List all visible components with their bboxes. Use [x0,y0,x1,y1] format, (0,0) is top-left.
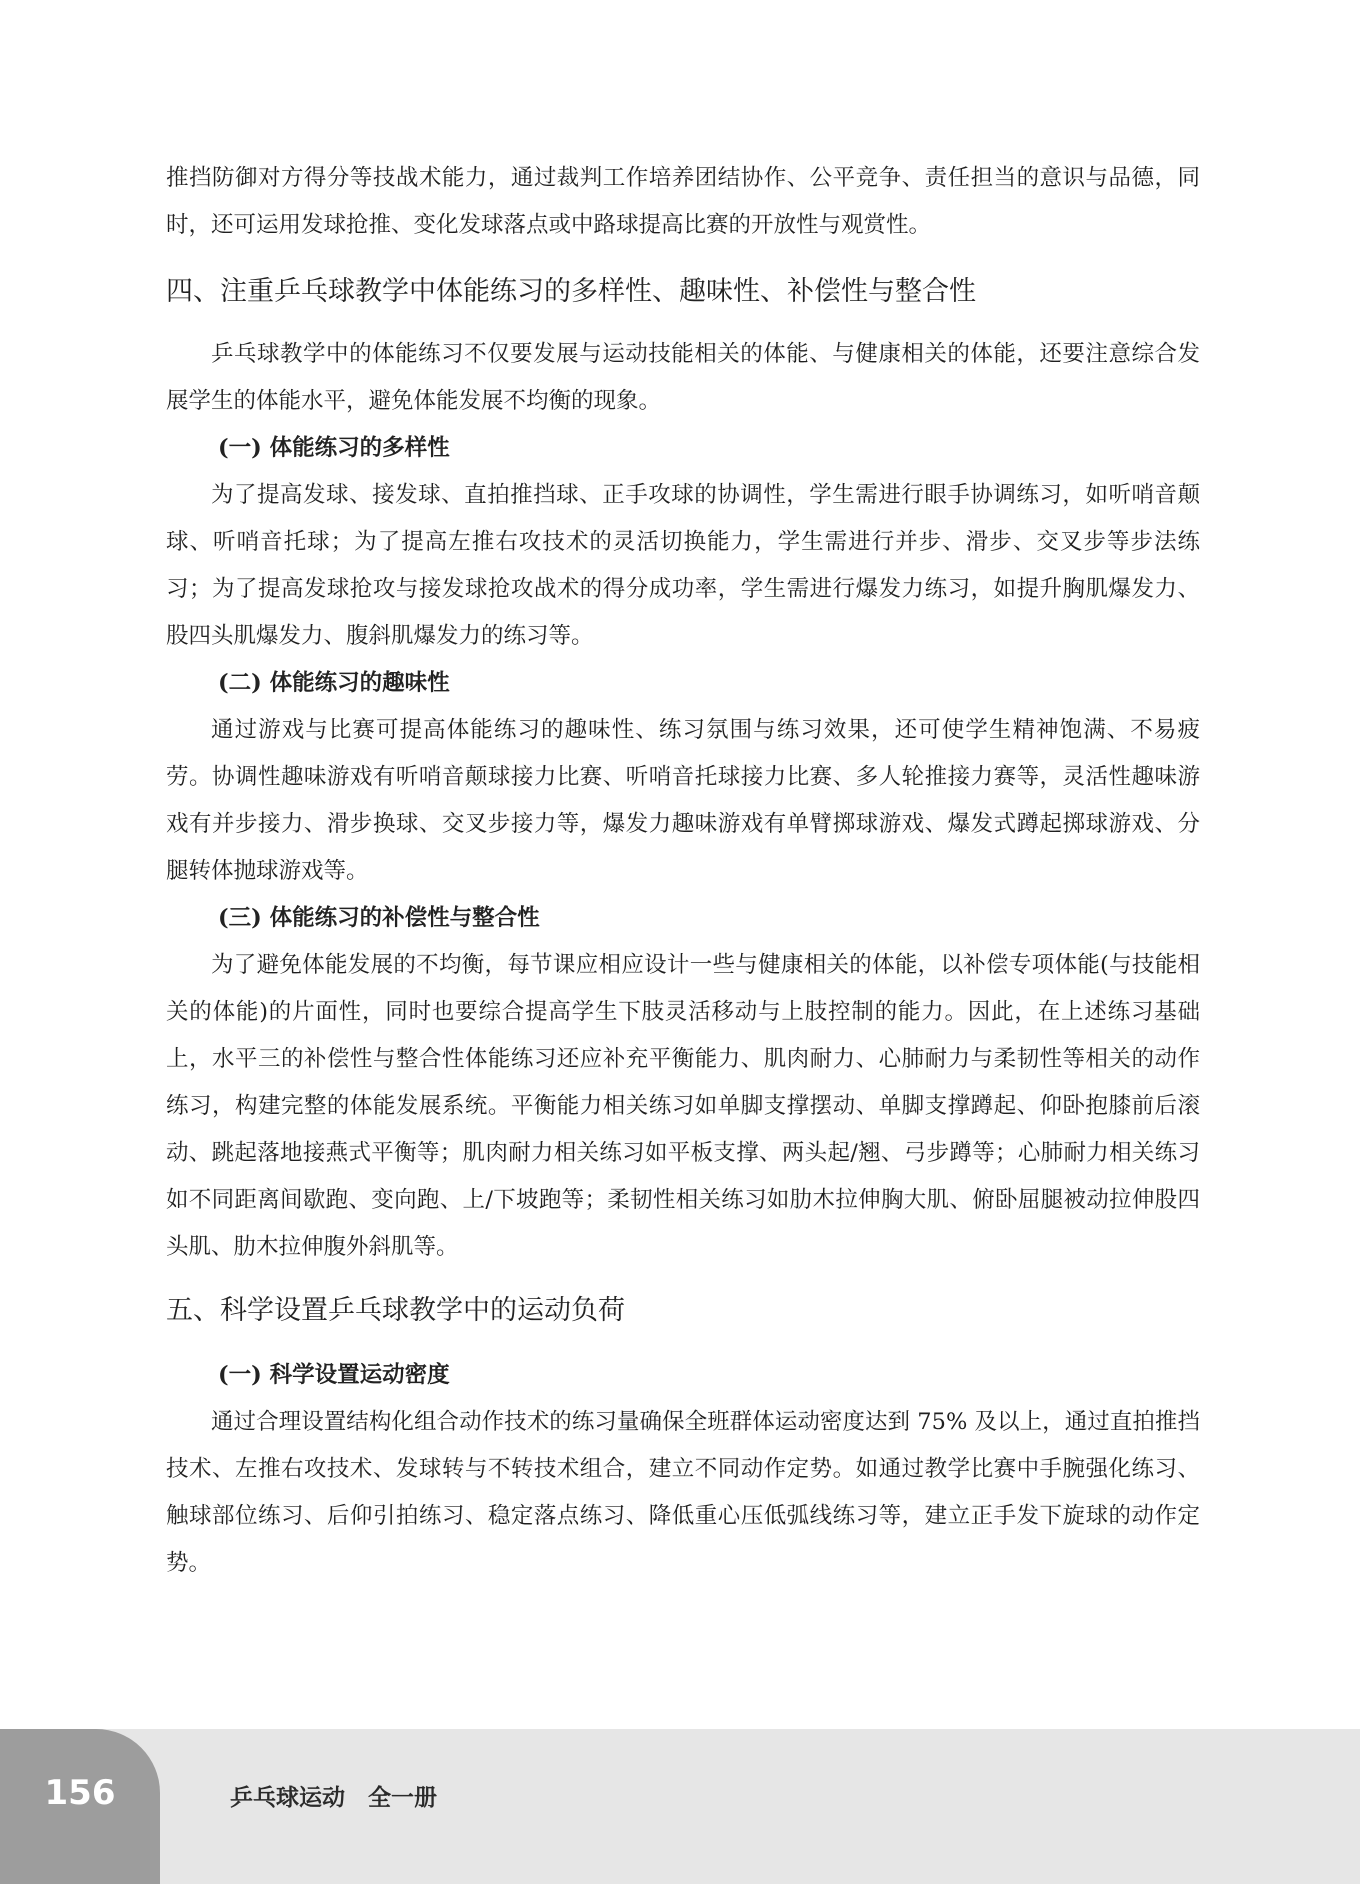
page-number: 156 [44,1773,116,1813]
page-footer [0,1729,1360,1884]
subheading-diversity: (一) 体能练习的多样性 [218,435,450,461]
paragraph-continued: 推挡防御对方得分等技战术能力，通过裁判工作培养团结协作、公平竞争、责任担当的意识与品德，同时，还可运用发球抢推、变化发球落点或中路球提高比赛的开放性与观赏性。 [166,165,1200,238]
subheading-density: (一) 科学设置运动密度 [218,1362,450,1388]
book-title: 乒乓球运动 全一册 [230,1785,437,1811]
section-heading-5: 五、科学设置乒乓球教学中的运动负荷 [166,1295,625,1326]
subheading-fun: (二) 体能练习的趣味性 [218,670,450,696]
subheading-compensation: (三) 体能练习的补偿性与整合性 [218,905,540,931]
section-heading-4: 四、注重乒乓球教学中体能练习的多样性、趣味性、补偿性与整合性 [166,276,976,307]
paragraph-compensation: 为了避免体能发展的不均衡，每节课应相应设计一些与健康相关的体能，以补偿专项体能(与技能相关的体能)的片面性，同时也要综合提高学生下肢灵活移动与上肢控制的能力。因此，在上述练习基础上，水平三的补偿性与整合性体能练习还应补充平衡能力、肌肉耐力、心肺耐力与柔韧性等相关的动作练习，构建完整的体能发展系统。平衡能力相关练习如单脚支撑摆动、单脚支撑蹲起、仰卧抱膝前后滚动、跳起落地接燕式平衡等；肌肉耐力相关练习如平板支撑、两头起/翘、弓步蹲等；心肺耐力相关练习如不同距离间歇跑、变向跑、上/下坡跑等；柔韧性相关练习如肋木拉伸胸大肌、俯卧屈腿被动拉伸股四头肌、肋木拉伸腹外斜肌等。 [166,952,1200,1260]
page-number-tab [0,1729,160,1884]
paragraph-fun: 通过游戏与比赛可提高体能练习的趣味性、练习氛围与练习效果，还可使学生精神饱满、不易疲劳。协调性趣味游戏有听哨音颠球接力比赛、听哨音托球接力比赛、多人轮推接力赛等，灵活性趣味游戏有并步接力、滑步换球、交叉步接力等，爆发力趣味游戏有单臂掷球游戏、爆发式蹲起掷球游戏、分腿转体抛球游戏等。 [166,717,1200,884]
paragraph-section-4: 乒乓球教学中的体能练习不仅要发展与运动技能相关的体能、与健康相关的体能，还要注意综合发展学生的体能水平，避免体能发展不均衡的现象。 [166,341,1200,414]
paragraph-density: 通过合理设置结构化组合动作技术的练习量确保全班群体运动密度达到 75% 及以上，通过直拍推挡技术、左推右攻技术、发球转与不转技术组合，建立不同动作定势。如通过教学比赛中手腕强化练习、触球部位练习、后仰引拍练习、稳定落点练习、降低重心压低弧线练习等，建立正手发下旋球的动作定势。 [166,1409,1200,1576]
page-content [166,155,1200,1587]
paragraph-diversity: 为了提高发球、接发球、直拍推挡球、正手攻球的协调性，学生需进行眼手协调练习，如听哨音颠球、听哨音托球；为了提高左推右攻技术的灵活切换能力，学生需进行并步、滑步、交叉步等步法练习；为了提高发球抢攻与接发球抢攻战术的得分成功率，学生需进行爆发力练习，如提升胸肌爆发力、股四头肌爆发力、腹斜肌爆发力的练习等。 [166,482,1200,649]
